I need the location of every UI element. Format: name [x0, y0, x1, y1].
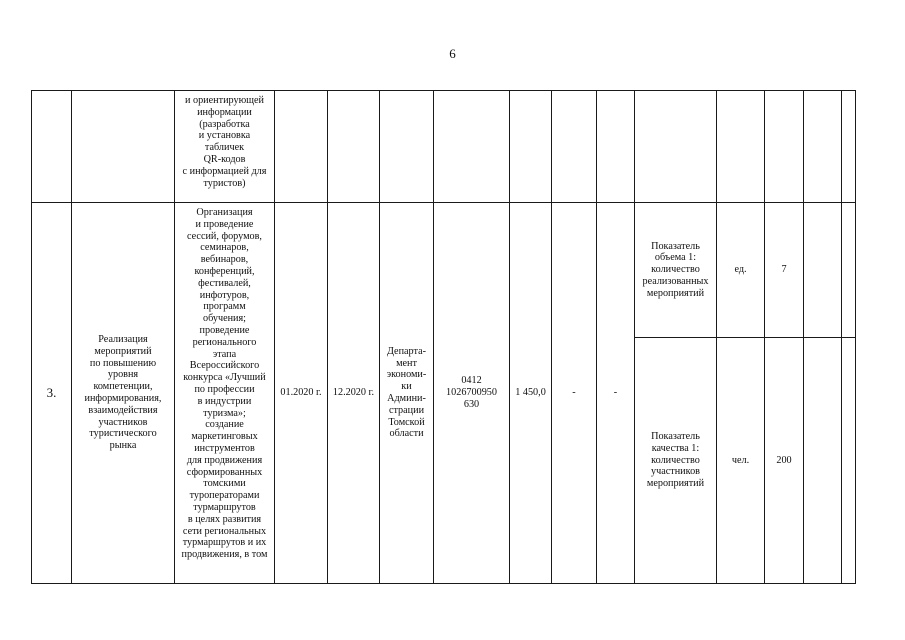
item-number: 3. [32, 203, 72, 584]
cell-empty [804, 203, 842, 338]
indicator-unit: ед. [717, 203, 765, 338]
item-amount: 1 450,0 [510, 203, 552, 584]
table-row-continuation [32, 91, 856, 203]
item-end-date: 12.2020 г. [328, 203, 380, 584]
item-executor: Департа- мент экономи- ки Админи- страции Томской области [380, 203, 434, 584]
item-dash-2: - [597, 203, 635, 584]
indicator-value: 7 [765, 203, 804, 338]
cell-empty [434, 91, 510, 203]
item-dash-1: - [552, 203, 597, 584]
cell-empty [72, 91, 175, 203]
indicator-unit: чел. [717, 338, 765, 584]
cell-empty [510, 91, 552, 203]
cell-empty [552, 91, 597, 203]
cell-empty [717, 91, 765, 203]
continuation-description: и ориентирующей информации (разработка и установка табличек QR-кодов с информацией для туристов) [175, 91, 275, 203]
cell-empty [842, 203, 856, 338]
cell-empty [804, 338, 842, 584]
cell-empty [275, 91, 328, 203]
cell-empty [804, 91, 842, 203]
cell-empty [380, 91, 434, 203]
cell-empty [328, 91, 380, 203]
indicator-name: Показатель качества 1: количество участников мероприятий [635, 338, 717, 584]
indicator-name: Показатель объема 1: количество реализованных мероприятий [635, 203, 717, 338]
cell-empty [597, 91, 635, 203]
measures-table [31, 90, 856, 584]
cell-empty [842, 91, 856, 203]
page-number: 6 [449, 46, 456, 61]
cell-empty [765, 91, 804, 203]
cell-empty [842, 338, 856, 584]
item-start-date: 01.2020 г. [275, 203, 328, 584]
table-row-item-3 [32, 203, 856, 338]
item-task: Реализация мероприятий по повышению уровня компетенции, информирования, взаимодействия участников туристического рынка [72, 203, 175, 584]
item-budget-code: 0412 1026700950 630 [434, 203, 510, 584]
indicator-value: 200 [765, 338, 804, 584]
cell-empty [635, 91, 717, 203]
cell-empty [32, 91, 72, 203]
item-description: Организация и проведение сессий, форумов, семинаров, вебинаров, конференций, фестивалей, инфотуров, программ обучения; проведение регионального этапа Всероссийского конкурса «Лучший по профессии в индустрии туризма»; создание маркетинговых инструментов для продвижения сформированных томскими туроператорами турмаршрутов в целях развития сети региональных турмаршрутов и их продвижения, в том [175, 203, 275, 584]
